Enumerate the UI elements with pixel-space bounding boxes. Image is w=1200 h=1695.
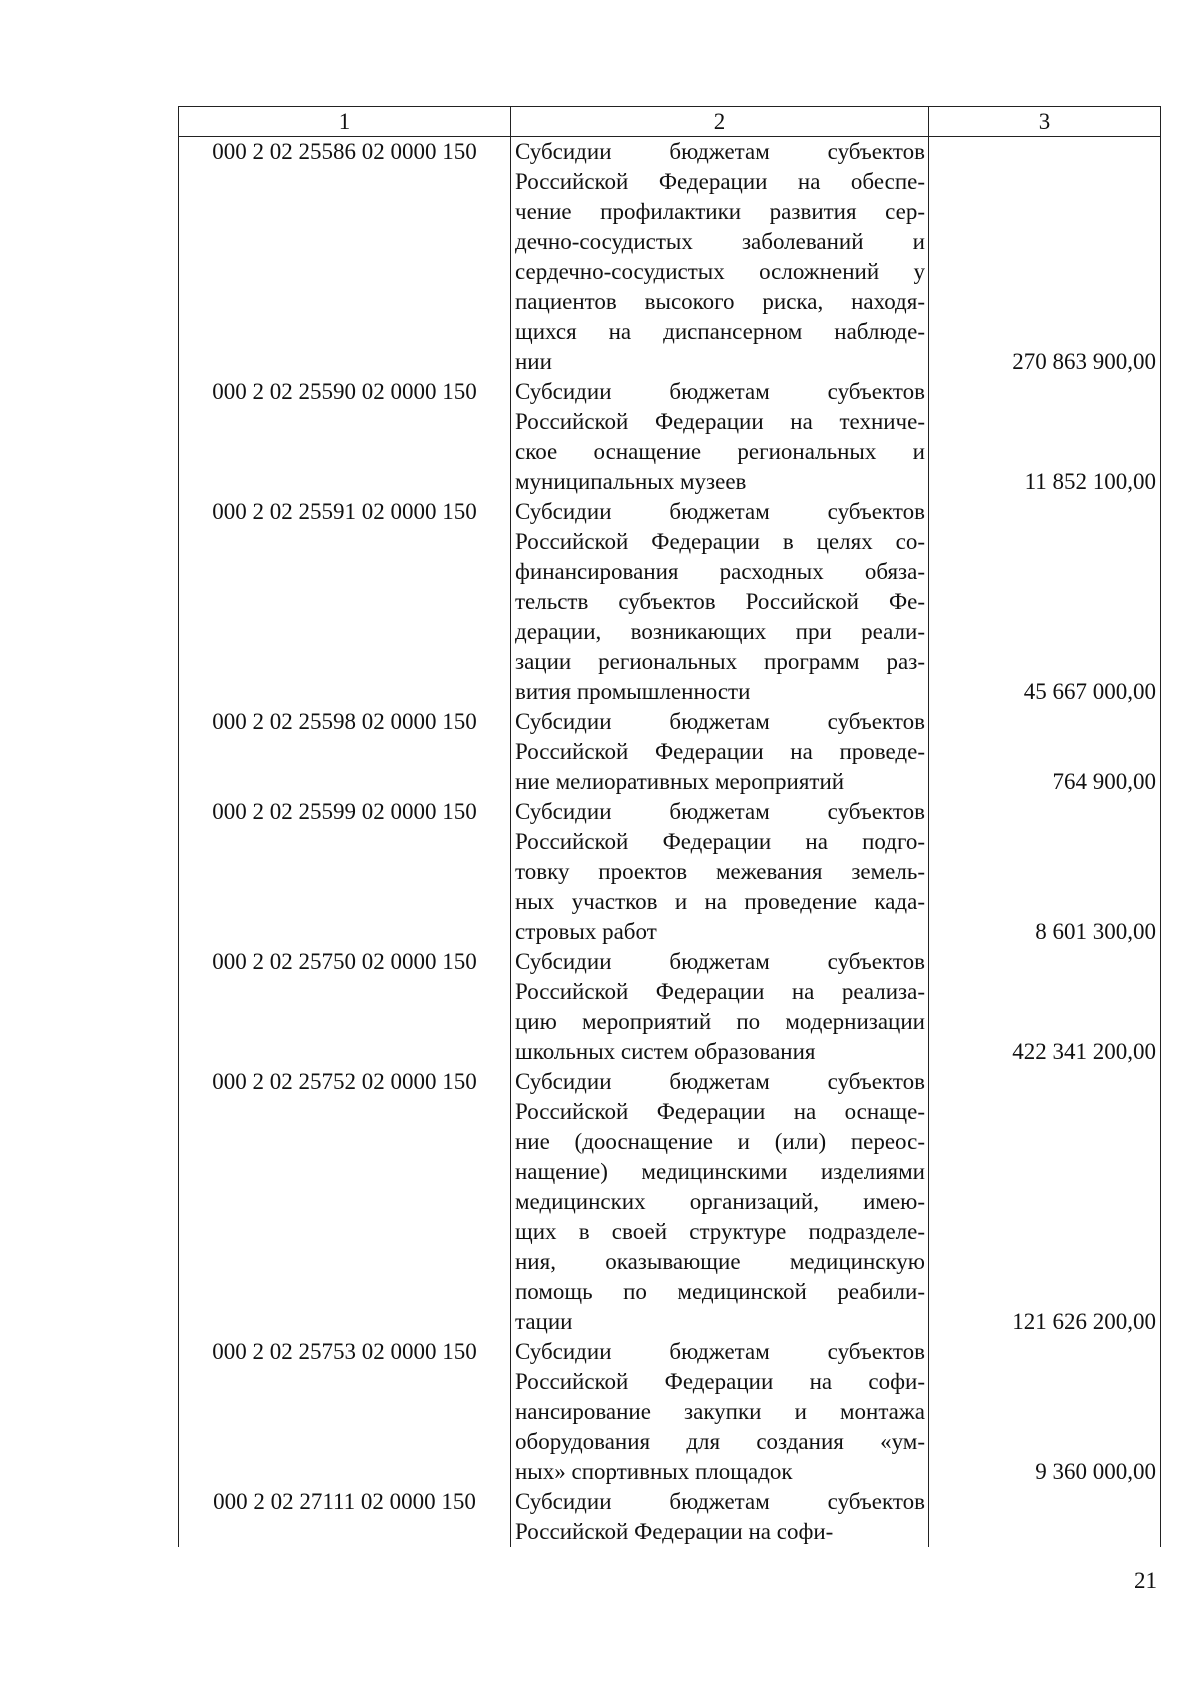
- description-line: помощь по медицинской реабили-: [515, 1279, 925, 1304]
- description-cell: [511, 1067, 929, 1337]
- description-line: тельств субъектов Российской Фе-: [515, 589, 925, 614]
- description-line: ское оснащение региональных и: [515, 439, 925, 464]
- budget-code-cell: 000 2 02 25586 02 0000 150: [179, 137, 511, 378]
- description-line: щихся на диспансерном наблюде-: [515, 319, 925, 344]
- column-header-1: 1: [179, 107, 511, 137]
- description-line: ния, оказывающие медицинскую: [515, 1249, 925, 1274]
- budget-code-cell: 000 2 02 25590 02 0000 150: [179, 377, 511, 497]
- description-line: школьных систем образования: [515, 1039, 816, 1064]
- description-line: Субсидии бюджетам субъектов: [515, 499, 925, 524]
- description-cell: [511, 707, 929, 797]
- description-line: ных участков и на проведение када-: [515, 889, 925, 914]
- description-line: щих в своей структуре подразделе-: [515, 1219, 925, 1244]
- amount-cell: 121 626 200,00: [929, 1067, 1161, 1337]
- page-number: 21: [1134, 1568, 1157, 1593]
- description-line: медицинских организаций, имею-: [515, 1189, 925, 1214]
- description-line: зации региональных программ раз-: [515, 649, 925, 674]
- description-line: дерации, возникающих при реали-: [515, 619, 925, 644]
- description-line: стровых работ: [515, 919, 657, 944]
- description-line: вития промышленности: [515, 679, 751, 704]
- description-line: тации: [515, 1309, 573, 1334]
- description-line: Российской Федерации на софи-: [515, 1369, 925, 1394]
- description-line: Российской Федерации на обеспе-: [515, 169, 925, 194]
- description-line: цию мероприятий по модернизации: [515, 1009, 925, 1034]
- column-header-2: 2: [511, 107, 929, 137]
- description-line: товку проектов межевания земель-: [515, 859, 925, 884]
- description-line: ние мелиоративных мероприятий: [515, 769, 845, 794]
- description-cell: [511, 1337, 929, 1487]
- budget-code-cell: 000 2 02 25753 02 0000 150: [179, 1337, 511, 1487]
- description-cell: [511, 947, 929, 1067]
- budget-code-cell: 000 2 02 25598 02 0000 150: [179, 707, 511, 797]
- description-line: чение профилактики развития сер-: [515, 199, 925, 224]
- description-line: Российской Федерации на техниче-: [515, 409, 925, 434]
- description-line: Субсидии бюджетам субъектов: [515, 799, 925, 824]
- table-row: [179, 1487, 1161, 1547]
- table-row: [179, 797, 1161, 947]
- description-line: Российской Федерации на софи-: [515, 1519, 834, 1544]
- description-line: сердечно-сосудистых осложнений у: [515, 259, 925, 284]
- description-line: ных» спортивных площадок: [515, 1459, 793, 1484]
- budget-code-cell: 000 2 02 25599 02 0000 150: [179, 797, 511, 947]
- table-row: [179, 947, 1161, 1067]
- table-row: [179, 1337, 1161, 1487]
- description-line: Субсидии бюджетам субъектов: [515, 1489, 925, 1514]
- column-header-3: 3: [929, 107, 1161, 137]
- description-line: Субсидии бюджетам субъектов: [515, 379, 925, 404]
- amount-cell: 45 667 000,00: [929, 497, 1161, 707]
- description-line: дечно-сосудистых заболеваний и: [515, 229, 925, 254]
- amount-cell: 11 852 100,00: [929, 377, 1161, 497]
- budget-code-cell: 000 2 02 25591 02 0000 150: [179, 497, 511, 707]
- amount-cell: 8 601 300,00: [929, 797, 1161, 947]
- description-line: финансирования расходных обяза-: [515, 559, 925, 584]
- amount-cell: 764 900,00: [929, 707, 1161, 797]
- description-line: Российской Федерации на реализа-: [515, 979, 925, 1004]
- table-row: [179, 137, 1161, 378]
- budget-code-cell: 000 2 02 27111 02 0000 150: [179, 1487, 511, 1547]
- description-cell: [511, 797, 929, 947]
- description-line: Российской Федерации в целях со-: [515, 529, 925, 554]
- description-line: оборудования для создания «ум-: [515, 1429, 925, 1454]
- description-line: пациентов высокого риска, находя-: [515, 289, 925, 314]
- description-line: нии: [515, 349, 552, 374]
- amount-cell: [929, 1487, 1161, 1547]
- description-cell: [511, 1487, 929, 1547]
- description-line: Российской Федерации на проведе-: [515, 739, 925, 764]
- description-line: Субсидии бюджетам субъектов: [515, 139, 925, 164]
- description-line: Российской Федерации на подго-: [515, 829, 925, 854]
- description-line: нащение) медицинскими изделиями: [515, 1159, 925, 1184]
- description-cell: [511, 137, 929, 378]
- table-header-row: [179, 107, 1161, 137]
- amount-cell: 422 341 200,00: [929, 947, 1161, 1067]
- budget-code-cell: 000 2 02 25752 02 0000 150: [179, 1067, 511, 1337]
- description-line: Субсидии бюджетам субъектов: [515, 709, 925, 734]
- description-line: Субсидии бюджетам субъектов: [515, 1339, 925, 1364]
- description-line: ние (дооснащение и (или) переос-: [515, 1129, 925, 1154]
- description-cell: [511, 497, 929, 707]
- description-line: Субсидии бюджетам субъектов: [515, 949, 925, 974]
- table-body: [179, 137, 1161, 1548]
- table-row: [179, 377, 1161, 497]
- table-row: [179, 1067, 1161, 1337]
- budget-table: [178, 106, 1161, 1547]
- table-row: [179, 497, 1161, 707]
- description-line: муниципальных музеев: [515, 469, 747, 494]
- amount-cell: 270 863 900,00: [929, 137, 1161, 378]
- description-cell: [511, 377, 929, 497]
- description-line: Российской Федерации на оснаще-: [515, 1099, 925, 1124]
- amount-cell: 9 360 000,00: [929, 1337, 1161, 1487]
- description-line: Субсидии бюджетам субъектов: [515, 1069, 925, 1094]
- description-line: нансирование закупки и монтажа: [515, 1399, 925, 1424]
- budget-code-cell: 000 2 02 25750 02 0000 150: [179, 947, 511, 1067]
- budget-table-page: [178, 106, 1160, 1547]
- table-row: [179, 707, 1161, 797]
